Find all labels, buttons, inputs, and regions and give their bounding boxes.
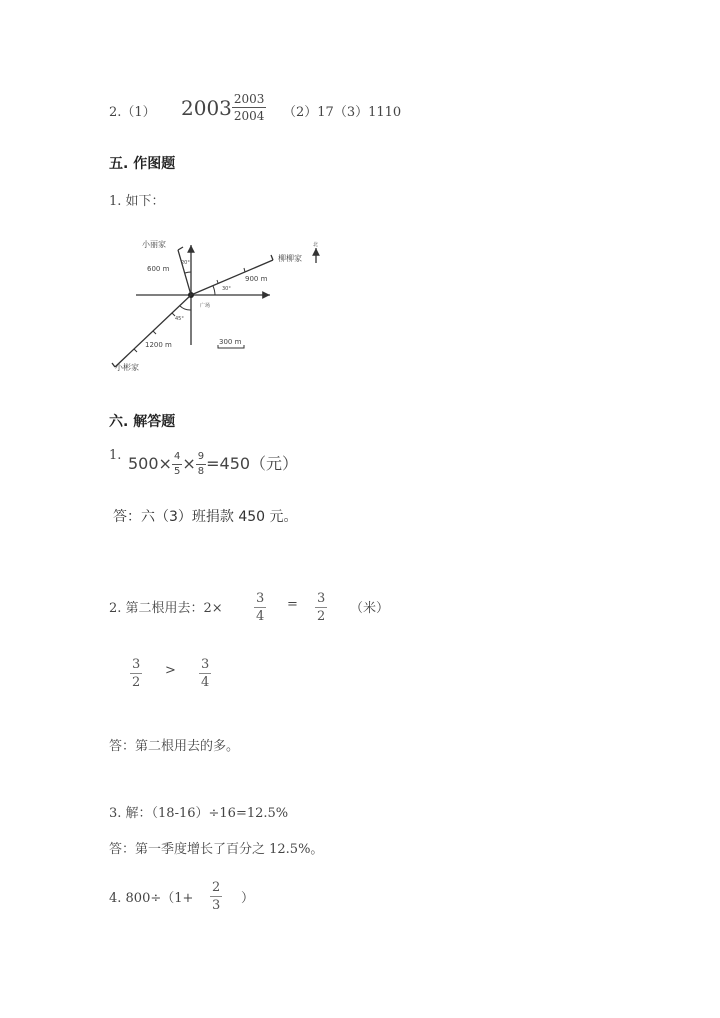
label-xiaoli: 小丽家 (142, 240, 166, 249)
cmp-frac-a (130, 658, 142, 689)
q2-rest-text: （2）17（3）1110 (283, 105, 402, 120)
label-900: 900 m (245, 275, 268, 283)
q4-f-den: 3 (212, 898, 221, 913)
mixed-whole: 2003 (181, 96, 232, 120)
q1-result: =450（元） (206, 454, 299, 473)
label-liuliu: 柳柳家 (278, 254, 302, 263)
q2-rest (283, 101, 401, 120)
mixed-frac-den: 2004 (233, 109, 265, 123)
label-north: 北 (313, 242, 319, 248)
mixed-frac-num: 2003 (233, 92, 265, 106)
q2-f1-den: 4 (256, 609, 265, 624)
q2-prefix: 2.（1） (109, 105, 156, 120)
q2-answer: 答：第二根用去的多。 (109, 739, 240, 754)
label-scale: 300 m (219, 338, 242, 346)
q4-frac (210, 881, 222, 912)
q1-times: × (182, 454, 196, 473)
q1-f1-num: 4 (173, 451, 181, 462)
q2-frac1 (254, 592, 266, 623)
q1-f2-num: 9 (197, 451, 205, 462)
label-angle45: 45° (175, 316, 184, 322)
q4-prefix: 4. 800÷（1+ (109, 891, 194, 906)
label-square: 广场 (200, 303, 211, 309)
q4-suffix: ） (241, 891, 255, 906)
direction-diagram (105, 230, 335, 380)
q2-prefix: 2. 第二根用去：2× (109, 601, 223, 616)
label-600: 600 m (147, 265, 170, 273)
q2-eq: = (287, 597, 298, 612)
cmp-a-den: 2 (132, 675, 141, 690)
cmp-op: > (165, 663, 176, 678)
answer-line-q2 (109, 101, 156, 120)
q2-frac2 (315, 592, 327, 623)
q1-expression (128, 451, 298, 477)
cmp-b-num: 3 (201, 657, 210, 672)
q1-answer: 答：六（3）班捐款 450 元。 (113, 509, 298, 525)
label-xiaobin: 小彬家 (115, 363, 139, 372)
mixed-number (181, 92, 266, 124)
cmp-b-den: 4 (201, 675, 210, 690)
section-heading-5: 五. 作图题 (109, 156, 176, 172)
label-1200: 1200 m (145, 341, 172, 349)
label-angle30: 30° (222, 286, 231, 292)
section-heading-6: 六. 解答题 (109, 414, 176, 430)
q1-f1-den: 5 (173, 466, 181, 477)
q3-answer: 答：第一季度增长了百分之 12.5%。 (109, 842, 324, 857)
q2-f2-num: 3 (317, 591, 326, 606)
q2-f2-den: 2 (317, 609, 326, 624)
q4-f-num: 2 (212, 880, 221, 895)
q2-unit: （米） (350, 601, 390, 616)
cmp-a-num: 3 (132, 657, 141, 672)
section5-item1: 1. 如下： (109, 194, 165, 209)
q1-expr-a: 500× (128, 454, 172, 473)
label-angle20: 20° (181, 260, 190, 266)
q1-number: 1. (109, 448, 122, 463)
q1-f2-den: 8 (197, 466, 205, 477)
q2-f1-num: 3 (256, 591, 265, 606)
cmp-frac-b (199, 658, 211, 689)
q3-solution: 3. 解：（18-16）÷16=12.5% (109, 806, 289, 821)
